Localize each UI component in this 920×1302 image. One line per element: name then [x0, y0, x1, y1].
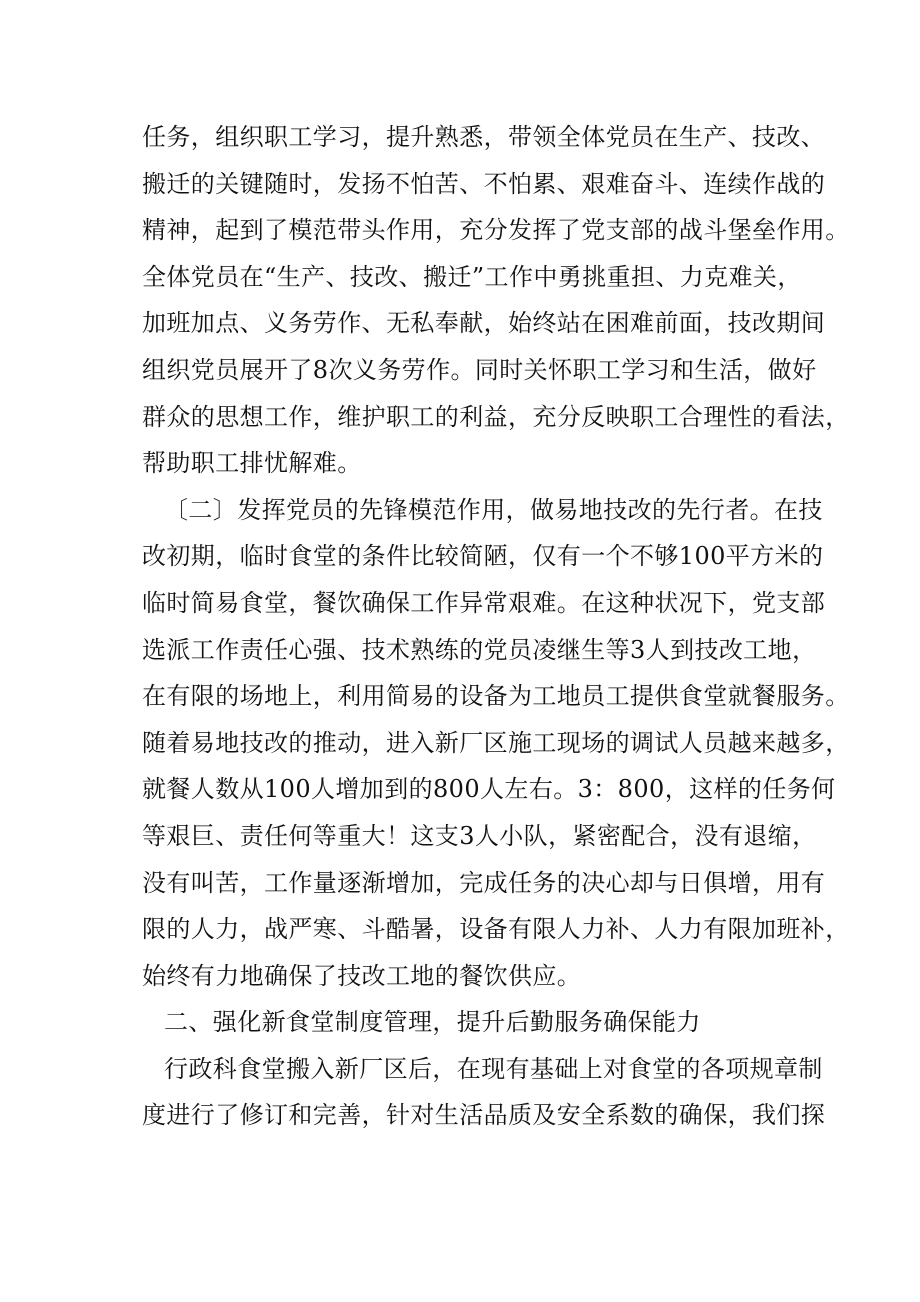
paragraph-2-line-2: 改初期，临时食堂的条件比较简陋，仅有一个不够100平方米的: [142, 542, 824, 571]
paragraph-2-line-6: 随着易地技改的推动，进入新厂区施工现场的调试人员越来越多，: [142, 728, 850, 757]
paragraph-1-line-8: 帮助职工排忧解难。: [142, 449, 362, 478]
paragraph-2-line-7: 就餐人数从100人增加到的800人左右。3：800，这样的任务何: [142, 775, 836, 804]
document-body: [142, 114, 850, 1139]
paragraph-2-line-11: 始终有力地确保了技改工地的餐饮供应。: [142, 961, 582, 990]
paragraph-2-line-3: 临时简易食堂，餐饮确保工作异常艰难。在这种状况下，党支部: [142, 588, 826, 617]
paragraph-2-line-1: 〔二〕发挥党员的先锋模范作用，做易地技改的先行者。在技: [164, 495, 823, 524]
paragraph-2-line-9: 没有叫苦，工作量逐渐增加，完成任务的决心却与日俱增，用有: [142, 868, 826, 897]
paragraph-3-line-1: 行政科食堂搬入新厂区后，在现有基础上对食堂的各项规章制: [164, 1054, 823, 1083]
paragraph-1-line-6: 组织党员展开了8次义务劳作。同时关怀职工学习和生活，做好: [142, 355, 817, 384]
paragraph-2-line-5: 在有限的场地上，利用简易的设备为工地员工提供食堂就餐服务。: [142, 682, 850, 711]
paragraph-2-line-8: 等艰巨、责任何等重大！这支3人小队，紧密配合，没有退缩，: [142, 821, 817, 850]
paragraph-2-line-10: 限的人力，战严寒、斗酷暑，设备有限人力补、人力有限加班补，: [142, 915, 850, 944]
paragraph-1-line-4: 全体党员在“生产、技改、搬迁”工作中勇挑重担、力克难关，: [142, 262, 802, 291]
paragraph-1-line-7: 群众的思想工作，维护职工的利益，充分反映职工合理性的看法，: [142, 402, 850, 431]
paragraph-3-line-2: 度进行了修订和完善，针对生活品质及安全系数的确保，我们探: [142, 1101, 826, 1130]
paragraph-1-line-1: 任务，组织职工学习，提升熟悉，带领全体党员在生产、技改、: [142, 123, 826, 151]
section-heading-2: 二、强化新食堂制度管理，提升后勤服务确保能力: [164, 1008, 701, 1037]
paragraph-1-line-2: 搬迁的关键随时，发扬不怕苦、不怕累、艰难奋斗、连续作战的: [142, 169, 826, 198]
paragraph-2-line-4: 选派工作责任心强、技术熟练的党员凌继生等3人到技改工地，: [142, 635, 817, 664]
paragraph-1-line-3: 精神，起到了模范带头作用，充分发挥了党支部的战斗堡垒作用。: [142, 216, 850, 245]
paragraph-1-line-5: 加班加点、义务劳作、无私奉献，始终站在困难前面，技改期间: [142, 309, 826, 338]
